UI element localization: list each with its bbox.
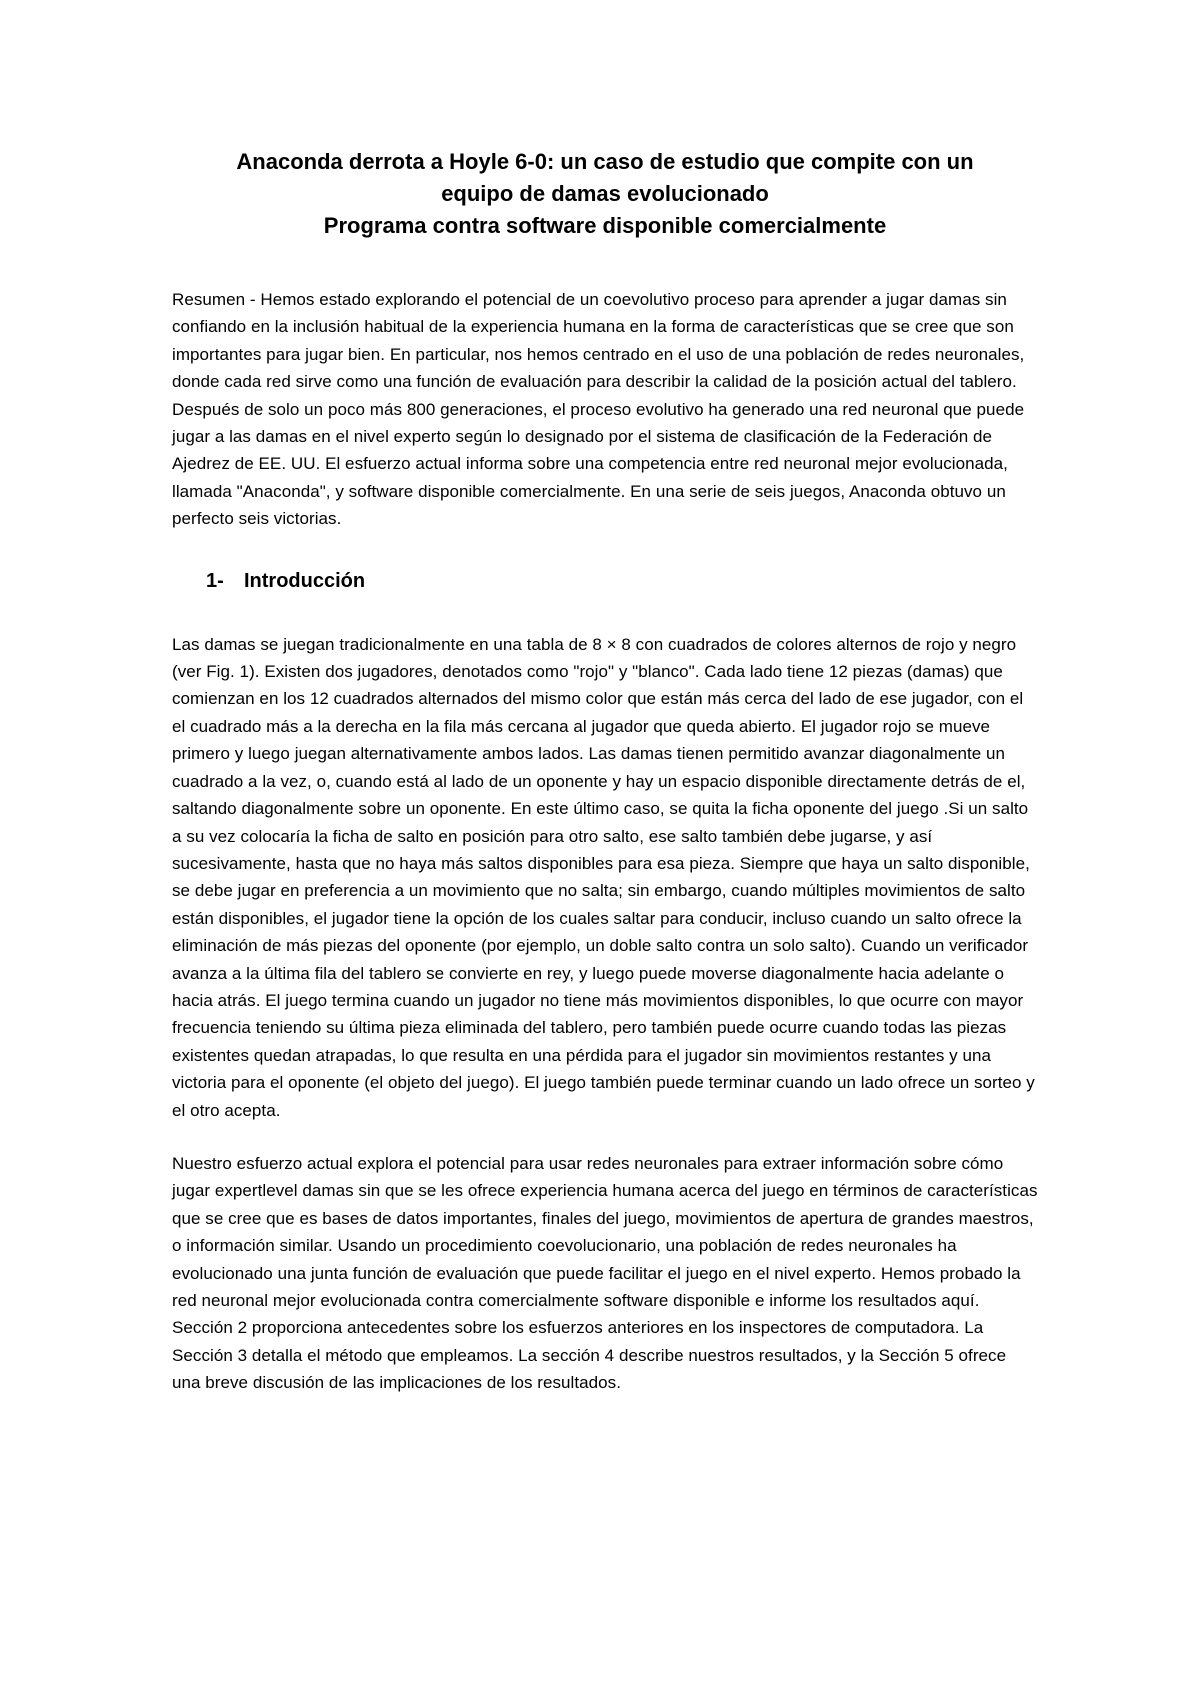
document-content — [172, 146, 1038, 1397]
section-heading-introduction — [206, 567, 1038, 595]
title-line-2: equipo de damas evolucionado — [441, 181, 769, 206]
abstract-paragraph: Resumen - Hemos estado explorando el potencial de un coevolutivo proceso para aprender a jugar damas sin confiando en la inclusión habitual de la experiencia humana en la forma de características que se cree que son importantes para jugar bien. En particular, nos hemos centrado en el uso de una población de redes neuronales, donde cada red sirve como una función de evaluación para describir la calidad de la posición actual del tablero. Después de solo un poco más 800 generaciones, el proceso evolutivo ha generado una red neuronal que puede jugar a las damas en el nivel experto según lo designado por el sistema de clasificación de la Federación de Ajedrez de EE. UU. El esfuerzo actual informa sobre una competencia entre red neuronal mejor evolucionada, llamada "Anaconda", y software disponible comercialmente. En una serie de seis juegos, Anaconda obtuvo un perfecto seis victorias. — [172, 290, 1025, 529]
section-number: 1- — [206, 569, 224, 592]
document-title — [172, 146, 1038, 242]
title-line-1: Anaconda derrota a Hoyle 6-0: un caso de estudio que compite con un — [236, 149, 974, 174]
section-title: Introducción — [244, 569, 366, 592]
title-line-3: Programa contra software disponible comercialmente — [323, 213, 887, 238]
body-paragraph: Las damas se juegan tradicionalmente en una tabla de 8 × 8 con cuadrados de colores alternos de rojo y negro (ver Fig. 1). Existen dos jugadores, denotados como "rojo" y "blanco". Cada lado tiene 12 piezas (damas) que comienzan en los 12 cuadrados alternados del mismo color que están más cerca del lado de ese jugador, con el el cuadrado más a la derecha en la fila más cercana al jugador que queda abierto. El jugador rojo se mueve primero y luego juegan alternativamente ambos lados. Las damas tienen permitido avanzar diagonalmente un cuadrado a la vez, o, cuando está al lado de un oponente y hay un espacio disponible directamente detrás de el, saltando diagonalmente sobre un oponente. En este último caso, se quita la ficha oponente del juego .Si un salto a su vez colocaría la ficha de salto en posición para otro salto, ese salto también debe jugarse, y así sucesivamente, hasta que no haya más saltos disponibles para esa pieza. Siempre que haya un salto disponible, se debe jugar en preferencia a un movimiento que no salta; sin embargo, cuando múltiples movimientos de salto están disponibles, el jugador tiene la opción de los cuales saltar para conducir, incluso cuando un salto ofrece la eliminación de más piezas del oponente (por ejemplo, un doble salto contra un solo salto). Cuando un verificador avanza a la última fila del tablero se convierte en rey, y luego puede moverse diagonalmente hacia adelante o hacia atrás. El juego termina cuando un jugador no tiene más movimientos disponibles, lo que ocurre con mayor frecuencia teniendo su última pieza eliminada del tablero, pero también puede ocurre cuando todas las piezas existentes quedan atrapadas, lo que resulta en una pérdida para el jugador sin movimientos restantes y una victoria para el oponente (el objeto del juego). El juego también puede terminar cuando un lado ofrece un sorteo y el otro acepta. — [172, 634, 1035, 1120]
body-paragraph: Nuestro esfuerzo actual explora el potencial para usar redes neuronales para extraer información sobre cómo jugar expertlevel damas sin que se les ofrece experiencia humana acerca del juego en términos de características que se cree que es bases de datos importantes, finales del juego, movimientos de apertura de grandes maestros, o información similar. Usando un procedimiento coevolucionario, una población de redes neuronales ha evolucionado una junta función de evaluación que puede facilitar el juego en el nivel experto. Hemos probado la red neuronal mejor evolucionada contra comercialmente software disponible e informe los resultados aquí. Sección 2 proporciona antecedentes sobre los esfuerzos anteriores en los inspectores de computadora. La Sección 3 detalla el método que empleamos. La sección 4 describe nuestros resultados, y la Sección 5 ofrece una breve discusión de las implicaciones de los resultados. — [172, 1153, 1038, 1393]
